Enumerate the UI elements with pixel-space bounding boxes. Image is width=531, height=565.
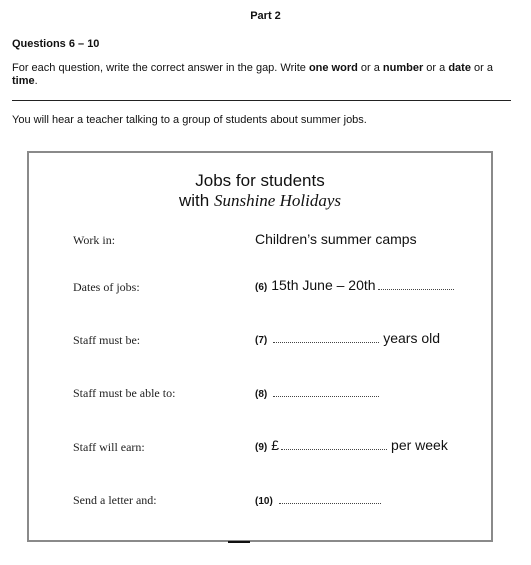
label-work-in: Work in: xyxy=(73,233,116,247)
work-in-value: Children’s summer camps xyxy=(255,231,417,247)
question-number-8: (8) xyxy=(255,389,268,400)
currency-symbol: £ xyxy=(271,437,280,453)
age-suffix: years old xyxy=(383,330,441,346)
answer-gap-10[interactable] xyxy=(279,502,381,504)
notes-box xyxy=(27,151,493,542)
answer-q9 xyxy=(255,437,448,453)
divider xyxy=(12,100,511,101)
answer-gap-9[interactable] xyxy=(281,448,387,450)
answer-q6 xyxy=(255,277,458,293)
answer-q8 xyxy=(255,385,383,400)
answer-q7 xyxy=(255,330,440,346)
label-send-letter: Send a letter and: xyxy=(73,493,157,507)
instructions: For each question, write the correct answer in the gap. Write one word or a number or a date or a time. xyxy=(12,62,493,87)
per-week-suffix: per week xyxy=(391,437,448,453)
notes-title: Jobs for students xyxy=(195,171,325,190)
label-able-to: Staff must be able to: xyxy=(73,386,176,400)
part-title: Part 2 xyxy=(250,10,281,22)
questions-heading: Questions 6 – 10 xyxy=(12,38,100,50)
answer-gap-7[interactable] xyxy=(273,341,379,343)
question-number-10: (10) xyxy=(255,496,273,507)
label-staff-must-be: Staff must be: xyxy=(73,333,141,347)
answer-gap-6[interactable] xyxy=(378,288,454,290)
answer-work-in xyxy=(255,231,417,247)
listening-intro: You will hear a teacher talking to a group of students about summer jobs. xyxy=(12,114,367,126)
question-number-7: (7) xyxy=(255,335,268,346)
dates-prefix: 15th June – 20th xyxy=(271,277,376,293)
question-number-9: (9) xyxy=(255,442,268,453)
label-dates: Dates of jobs: xyxy=(73,280,140,294)
notes-subtitle: with Sunshine Holidays xyxy=(179,191,341,210)
answer-q10 xyxy=(255,492,385,507)
box-bottom-mark xyxy=(228,541,250,543)
question-number-6: (6) xyxy=(255,282,268,293)
answer-gap-8[interactable] xyxy=(273,395,379,397)
label-earn: Staff will earn: xyxy=(73,440,145,454)
